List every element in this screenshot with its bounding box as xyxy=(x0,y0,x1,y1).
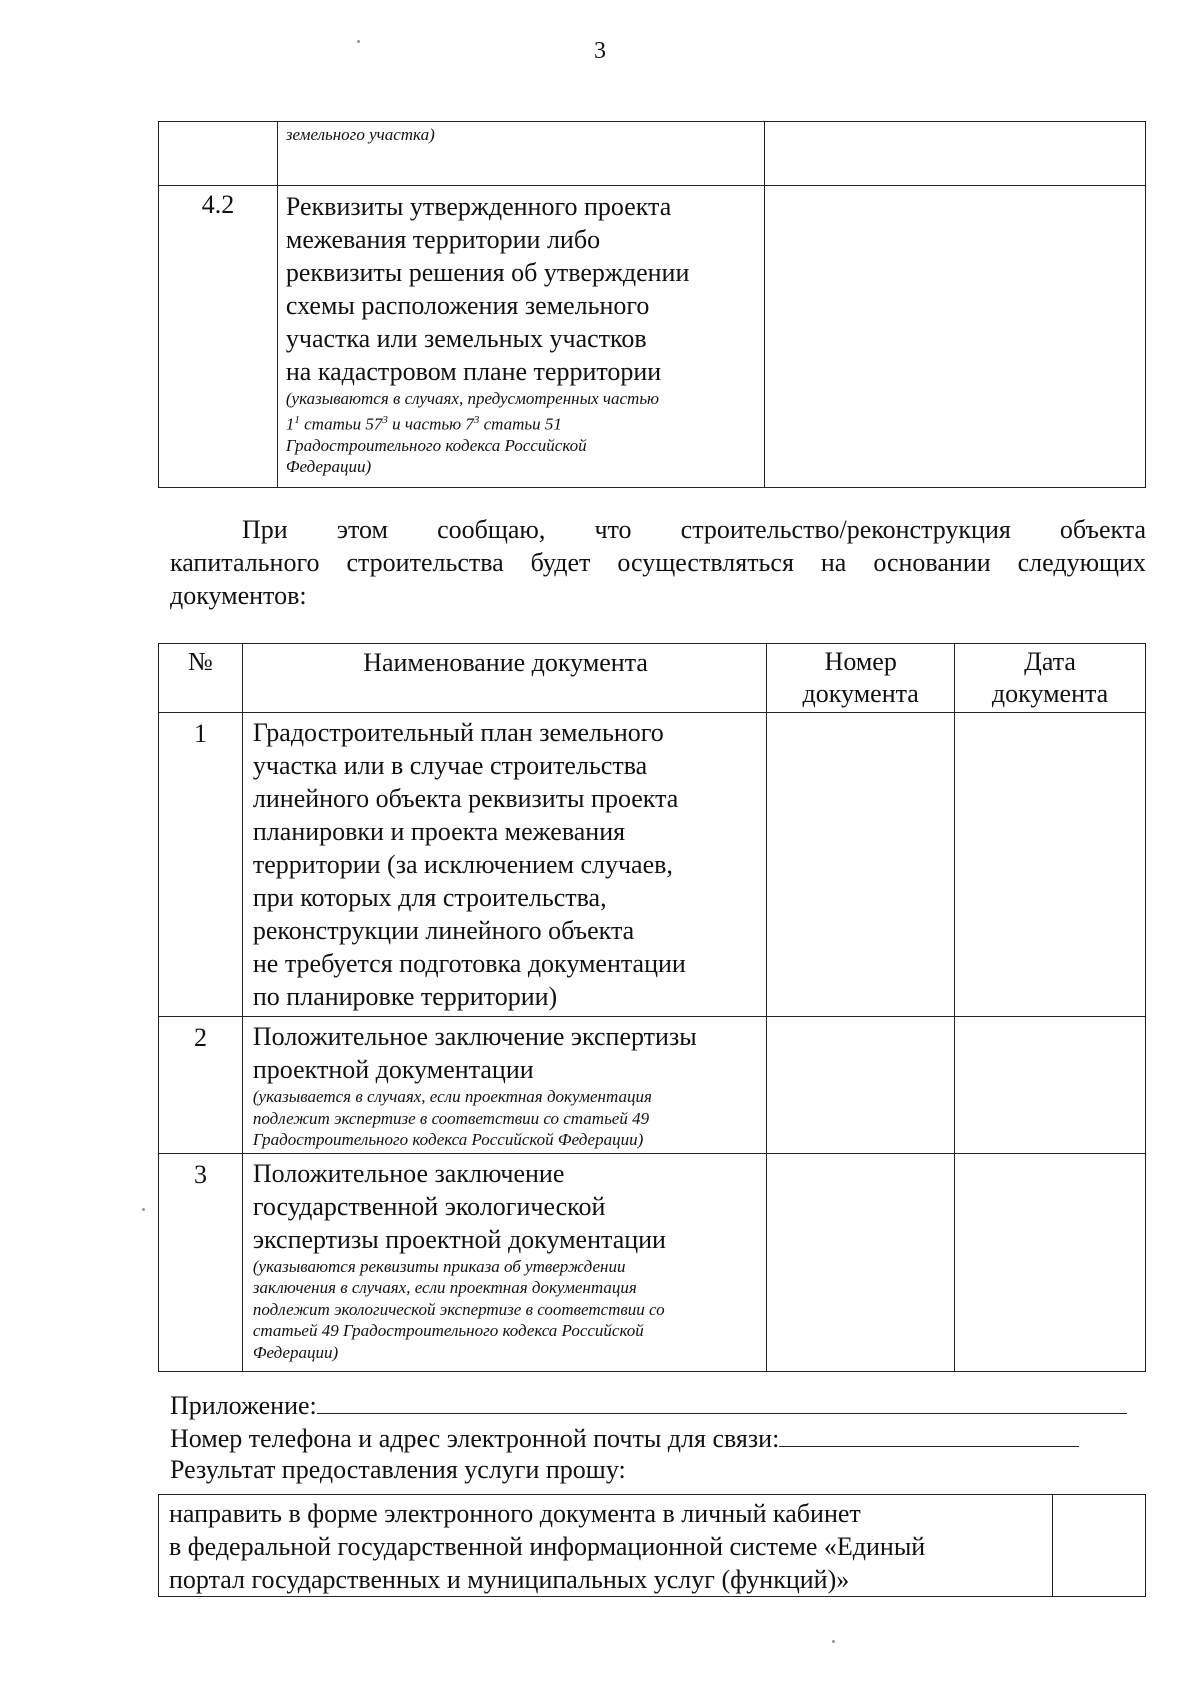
appendix-label: Приложение: xyxy=(170,1391,317,1420)
row-note-line: (указываются реквизиты приказа об утверждении xyxy=(252,1256,626,1276)
row-title-line: при которых для строительства, xyxy=(252,883,607,912)
scan-speck xyxy=(832,1640,835,1643)
result-option-checkbox[interactable] xyxy=(1053,1495,1146,1597)
row-note-line: Градостроительного кодекса Российской Федерации) xyxy=(252,1130,644,1149)
row-number: 4.2 xyxy=(159,186,278,488)
doc-date-cell[interactable] xyxy=(955,713,1146,1017)
row-note-line: Федерации) xyxy=(252,1342,339,1362)
result-option-row xyxy=(159,1495,1146,1597)
row-title-line: на кадастровом плане территории xyxy=(285,357,662,386)
scan-speck xyxy=(357,40,360,43)
row-note-line: Федерации) xyxy=(285,457,372,477)
row-note-line: Градостроительного кодекса Российской xyxy=(285,435,587,455)
row-title-line: территории (за исключением случаев, xyxy=(252,850,673,879)
doc-number-cell[interactable] xyxy=(767,1153,955,1371)
documents-table xyxy=(158,643,1146,1372)
row-note: земельного участка) xyxy=(285,125,435,144)
row-note-line: подлежит экспертизе в соответствии со статьей 49 xyxy=(252,1108,650,1128)
row-note-line: заключения в случаях, если проектная документация xyxy=(252,1278,637,1297)
doc-date-cell[interactable] xyxy=(955,1153,1146,1371)
table-row xyxy=(159,1153,1146,1371)
column-header-number: № xyxy=(159,644,243,713)
contact-line xyxy=(170,1421,1079,1455)
result-label: Результат предоставления услуги прошу: xyxy=(170,1455,626,1484)
value-cell[interactable] xyxy=(765,122,1146,186)
table-row xyxy=(159,122,1146,186)
row-note-line: $1^1$ статьи $57^3$ и частью $7^3$ статьи 51 xyxy=(285,413,562,434)
column-header-doc-number: Номер документа xyxy=(767,644,955,713)
row-number: 1 xyxy=(159,713,243,1017)
scan-speck xyxy=(142,1208,145,1211)
contact-label: Номер телефона и адрес электронной почты для связи: xyxy=(170,1424,780,1453)
result-option-line: портал государственных и муниципальных услуг (функций)» xyxy=(169,1565,850,1594)
row-title-line: проектной документации xyxy=(252,1055,534,1084)
requisites-table xyxy=(158,121,1146,488)
row-title-line: схемы расположения земельного xyxy=(285,291,650,320)
appendix-line xyxy=(170,1388,1127,1422)
result-option-line: в федеральной государственной информационной системе «Единый xyxy=(169,1532,926,1561)
row-number: 2 xyxy=(159,1017,243,1154)
table-row xyxy=(159,1017,1146,1154)
row-title-line: Положительное заключение экспертизы xyxy=(252,1022,697,1051)
column-header-doc-date: Дата документа xyxy=(955,644,1146,713)
table-row xyxy=(159,713,1146,1017)
result-options-table xyxy=(158,1494,1146,1597)
row-note-line: (указывается в случаях, если проектная документация xyxy=(252,1087,652,1106)
row-note-line: (указываются в случаях, предусмотренных частью xyxy=(285,389,660,408)
row-title-line: межевания территории либо xyxy=(285,225,601,254)
row-title-line: Положительное заключение xyxy=(252,1158,565,1188)
row-title-line: государственной экологической xyxy=(252,1191,606,1221)
value-cell[interactable] xyxy=(765,186,1146,488)
row-title-line: участка или в случае строительства xyxy=(252,751,648,780)
row-number: 3 xyxy=(159,1153,243,1371)
table-header-row xyxy=(159,644,1146,713)
appendix-field[interactable] xyxy=(317,1388,1127,1414)
row-title-line: экспертизы проектной документации xyxy=(252,1224,666,1254)
row-title-line: по планировке территории) xyxy=(252,982,558,1011)
row-title-line: планировки и проекта межевания xyxy=(252,817,626,846)
result-option-line: направить в форме электронного документа в личный кабинет xyxy=(169,1499,861,1528)
row-title-line: не требуется подготовка документации xyxy=(252,949,686,978)
statement-paragraph: При этом сообщаю, что строительство/реконструкция объекта капитального строительства будет осуществляться на основании следующих документов: xyxy=(170,515,1146,610)
column-header-name: Наименование документа xyxy=(242,644,766,713)
row-title-line: Градостроительный план земельного xyxy=(252,718,664,747)
row-title-line: Реквизиты утвержденного проекта xyxy=(285,192,672,221)
doc-number-cell[interactable] xyxy=(767,713,955,1017)
row-title-line: участка или земельных участков xyxy=(285,324,647,353)
doc-date-cell[interactable] xyxy=(955,1017,1146,1154)
doc-number-cell[interactable] xyxy=(767,1017,955,1154)
row-title-line: реконструкции линейного объекта xyxy=(252,916,635,945)
row-title-line: линейного объекта реквизиты проекта xyxy=(252,784,679,813)
row-note-line: статьей 49 Градостроительного кодекса Российской xyxy=(252,1321,644,1340)
contact-field[interactable] xyxy=(779,1421,1079,1447)
row-number xyxy=(159,122,278,186)
row-note-line: подлежит экологической экспертизе в соответствии со xyxy=(252,1299,665,1319)
row-title-line: реквизиты решения об утверждении xyxy=(285,258,690,287)
page-number: 3 xyxy=(594,38,606,64)
table-row xyxy=(159,186,1146,488)
